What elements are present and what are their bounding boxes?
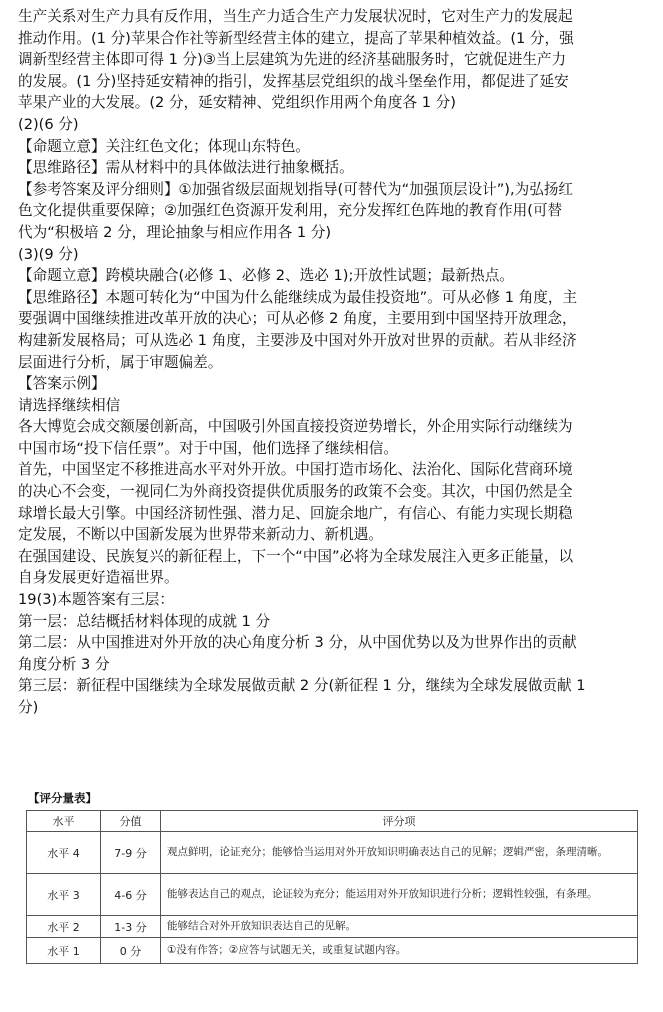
text-line: 中国市场“投下信任票”。对于中国，他们选择了继续相信。 (18, 439, 398, 457)
criteria-cell: 观点鲜明，论证充分；能够恰当运用对外开放知识明确表达自己的见解；逻辑严密，条理清晰。 (161, 832, 638, 874)
text-line: 首先，中国坚定不移推进高水平对外开放。中国打造市场化、法治化、国际化营商环境 (18, 461, 573, 479)
answer-text (18, 6, 648, 719)
text-line: 要强调中国继续推进改革开放的决心；可从必修 2 角度，主要用到中国坚持开放理念， (18, 310, 577, 328)
text-line: 构建新发展格局；可从选必 1 角度，主要涉及中国对外开放对世界的贡献。若从非经济 (18, 331, 577, 349)
section-heading: (2)(6 分) (18, 115, 79, 133)
header-level: 水平 (27, 811, 101, 832)
text-line: 自身发展更好造福世界。 (18, 569, 179, 587)
text-line: 代为“积极培 2 分，理论抽象与相应作用各 1 分) (18, 223, 332, 241)
text-line: 定发展，不断以中国新发展为世界带来新动力、新机遇。 (18, 526, 383, 544)
text-line: 色文化提供重要保障；②加强红色资源开发利用，充分发挥红色阵地的教育作用(可替 (18, 202, 563, 220)
text-line: 推动作用。(1 分)苹果合作社等新型经营主体的建立，提高了苹果种植效益。(1 分，强 (18, 29, 574, 47)
text-line: 【思维路径】需从材料中的具体做法进行抽象概括。 (18, 159, 354, 177)
text-line: 调新型经营主体即可得 1 分)③当上层建筑为先进的经济基础服务时，它就促进生产力 (18, 51, 567, 69)
text-line: 层面进行分析，属于审题偏差。 (18, 353, 223, 371)
score-cell: 0 分 (101, 938, 161, 964)
text-line: 球增长最大引擎。中国经济韧性强、潜力足、回旋余地广，有信心、有能力实现长期稳 (18, 504, 573, 522)
rubric-table (26, 810, 638, 964)
table-row (27, 916, 638, 938)
text-line: 在强国建设、民族复兴的新征程上，下一个“中国”必将为全球发展注入更多正能量，以 (18, 547, 574, 565)
header-score: 分值 (101, 811, 161, 832)
rubric-title: 【评分量表】 (28, 791, 97, 805)
rubric-section (26, 790, 638, 964)
text-line: 【命题立意】关注红色文化；体现山东特色。 (18, 137, 310, 155)
level-cell: 水平 4 (27, 832, 101, 874)
header-criteria: 评分项 (161, 811, 638, 832)
text-line: 请选择继续相信 (18, 396, 121, 414)
table-row (27, 874, 638, 916)
text-line: 第二层：从中国推进对外开放的决心角度分析 3 分，从中国优势以及为世界作出的贡献 (18, 634, 577, 652)
rubric-header-row (27, 811, 638, 832)
table-row (27, 832, 638, 874)
text-line: 角度分析 3 分 (18, 655, 110, 673)
text-line: 各大博览会成交额屡创新高，中国吸引外国直接投资逆势增长，外企用实际行动继续为 (18, 418, 573, 436)
table-row (27, 938, 638, 964)
text-line: 的决心不会变，一视同仁为外商投资提供优质服务的政策不会变。其次，中国仍然是全 (18, 483, 573, 501)
level-cell: 水平 2 (27, 916, 101, 938)
level-cell: 水平 3 (27, 874, 101, 916)
score-cell: 4-6 分 (101, 874, 161, 916)
section-heading: (3)(9 分) (18, 245, 79, 263)
score-cell: 7-9 分 (101, 832, 161, 874)
text-line: 【命题立意】跨模块融合(必修 1、必修 2、选必 1);开放性试题；最新热点。 (18, 267, 514, 285)
text-line: 【参考答案及评分细则】①加强省级层面规划指导(可替代为“加强顶层设计”),为弘扬红 (18, 180, 574, 198)
section-heading: 19(3)本题答案有三层： (18, 591, 174, 609)
level-cell: 水平 1 (27, 938, 101, 964)
text-line: 苹果产业的大发展。(2 分，延安精神、党组织作用两个角度各 1 分) (18, 94, 456, 112)
criteria-cell: ①没有作答；②应答与试题无关，或重复试题内容。 (161, 938, 638, 964)
score-cell: 1-3 分 (101, 916, 161, 938)
text-line: 分) (18, 699, 39, 716)
criteria-cell: 能够表达自己的观点，论证较为充分；能运用对外开放知识进行分析；逻辑性较强，有条理。 (161, 874, 638, 916)
text-line: 生产关系对生产力具有反作用，当生产力适合生产力发展状况时，它对生产力的发展起 (18, 8, 573, 25)
text-line: 【思维路径】本题可转化为“中国为什么能继续成为最佳投资地”。可从必修 1 角度，主 (18, 288, 578, 306)
text-line: 第三层：新征程中国继续为全球发展做贡献 2 分(新征程 1 分，继续为全球发展做贡献 1 (18, 677, 586, 695)
text-line: 第一层：总结概括材料体现的成就 1 分 (18, 612, 271, 630)
text-line: 的发展。(1 分)坚持延安精神的指引，发挥基层党组织的战斗堡垒作用，都促进了延安 (18, 72, 569, 90)
criteria-cell: 能够结合对外开放知识表达自己的见解。 (161, 916, 638, 938)
section-heading: 【答案示例】 (18, 375, 106, 393)
